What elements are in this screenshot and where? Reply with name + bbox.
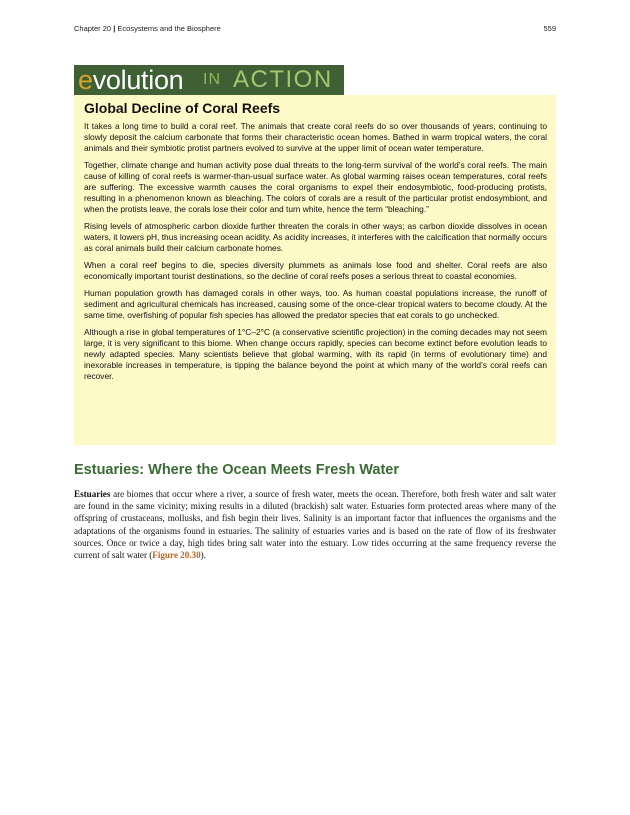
feature-paragraph: Together, climate change and human activity pose dual threats to the long-term survival of the world’s coral reefs. The main cause of killing of coral reefs is warmer-than-usual surface water. As global warming raises ocean temperatures, coral reefs are suffering. The excessive warmth causes the coral organisms to expel their endosymbiotic, food-producing protists, resulting in a phenomenon known as bleaching. The colors of corals are a result of the particular protist endosymbiont, and when the protists leave, the corals lose their color and turn white, hence the term “bleaching.” <box>84 160 547 214</box>
feature-paragraph: Rising levels of atmospheric carbon dioxide further threaten the corals in other ways; as carbon dioxide dissolves in ocean waters, it lowers pH, thus increasing ocean acidity. As acidity increases, it interferes with the calcification that normally occurs as coral animals build their calcium carbonate homes. <box>84 221 547 253</box>
page-number: 559 <box>543 24 556 33</box>
banner-in-text: IN <box>203 71 221 88</box>
chapter-label: Chapter 20 <box>74 24 112 33</box>
key-term: Estuaries <box>74 489 111 499</box>
feature-title: Global Decline of Coral Reefs <box>84 100 281 116</box>
header-separator: | <box>113 24 116 33</box>
section-body <box>74 488 556 561</box>
feature-paragraph: It takes a long time to build a coral reef. The animals that create coral reefs do so over thousands of years, continuing to slowly deposit the calcium carbonate that forms their characteristic ocean homes. Bathed in warm tropical waters, the coral animals and their symbiotic protist partners evolved to survive at the upper limit of ocean water temperature. <box>84 121 547 153</box>
feature-paragraph: Although a rise in global temperatures of 1°C–2°C (a conservative scientific projection) in the coming decades may not seem large, it is very significant to this biome. When change occurs rapidly, species can become extinct before evolution leads to newly adapted species. Many scientists believe that global warming, with its rapid (in terms of evolutionary time) and inexorable increases in temperature, is tipping the balance beyond the point at which many of the world’s coral reefs can recover. <box>84 327 547 381</box>
chapter-title: Ecosystems and the Biosphere <box>117 24 221 33</box>
feature-box <box>74 95 556 445</box>
evolution-rest: volution <box>92 65 184 95</box>
body-text-main: are biomes that occur where a river, a source of fresh water, meets the ocean. Therefore, both fresh water and salt water are found in the same vicinity; mixing results in a diluted (brackish) salt water. Estuaries form protected areas where many of the offspring of crustaceans, mollusks, and fish begin their lives. Salinity is an important factor that influences the organisms and the adaptations of the organisms found in estuaries. The salinity of estuaries varies and is based on the rate of flow of its freshwater sources. Once or twice a day, high tides bring salt water into the estuary. Low tides occurring at the same frequency reverse the current of salt water ( <box>74 489 556 561</box>
running-header <box>74 24 556 33</box>
body-text-end: ). <box>200 550 206 561</box>
figure-link[interactable]: Figure 20.30 <box>152 550 201 561</box>
feature-paragraph: When a coral reef begins to die, species diversity plummets as animals lose food and shelter. Coral reefs are also economically important tourist destinations, so the decline of coral reefs poses a serious threat to coastal economies. <box>84 260 547 281</box>
evolution-logo-text <box>78 64 183 96</box>
feature-paragraph: Human population growth has damaged corals in other ways, too. As human coastal populations increase, the runoff of sediment and agricultural chemicals has increased, causing some of the once-clear tropical waters to become cloudy. At the same time, overfishing of popular fish species has allowed the predator species that eat corals to go unchecked. <box>84 288 547 320</box>
section-heading: Estuaries: Where the Ocean Meets Fresh Water <box>74 462 400 478</box>
banner-action-text: ACTION <box>233 66 333 93</box>
evolution-in-action-banner <box>74 65 344 95</box>
evolution-e-letter: e <box>78 65 93 95</box>
